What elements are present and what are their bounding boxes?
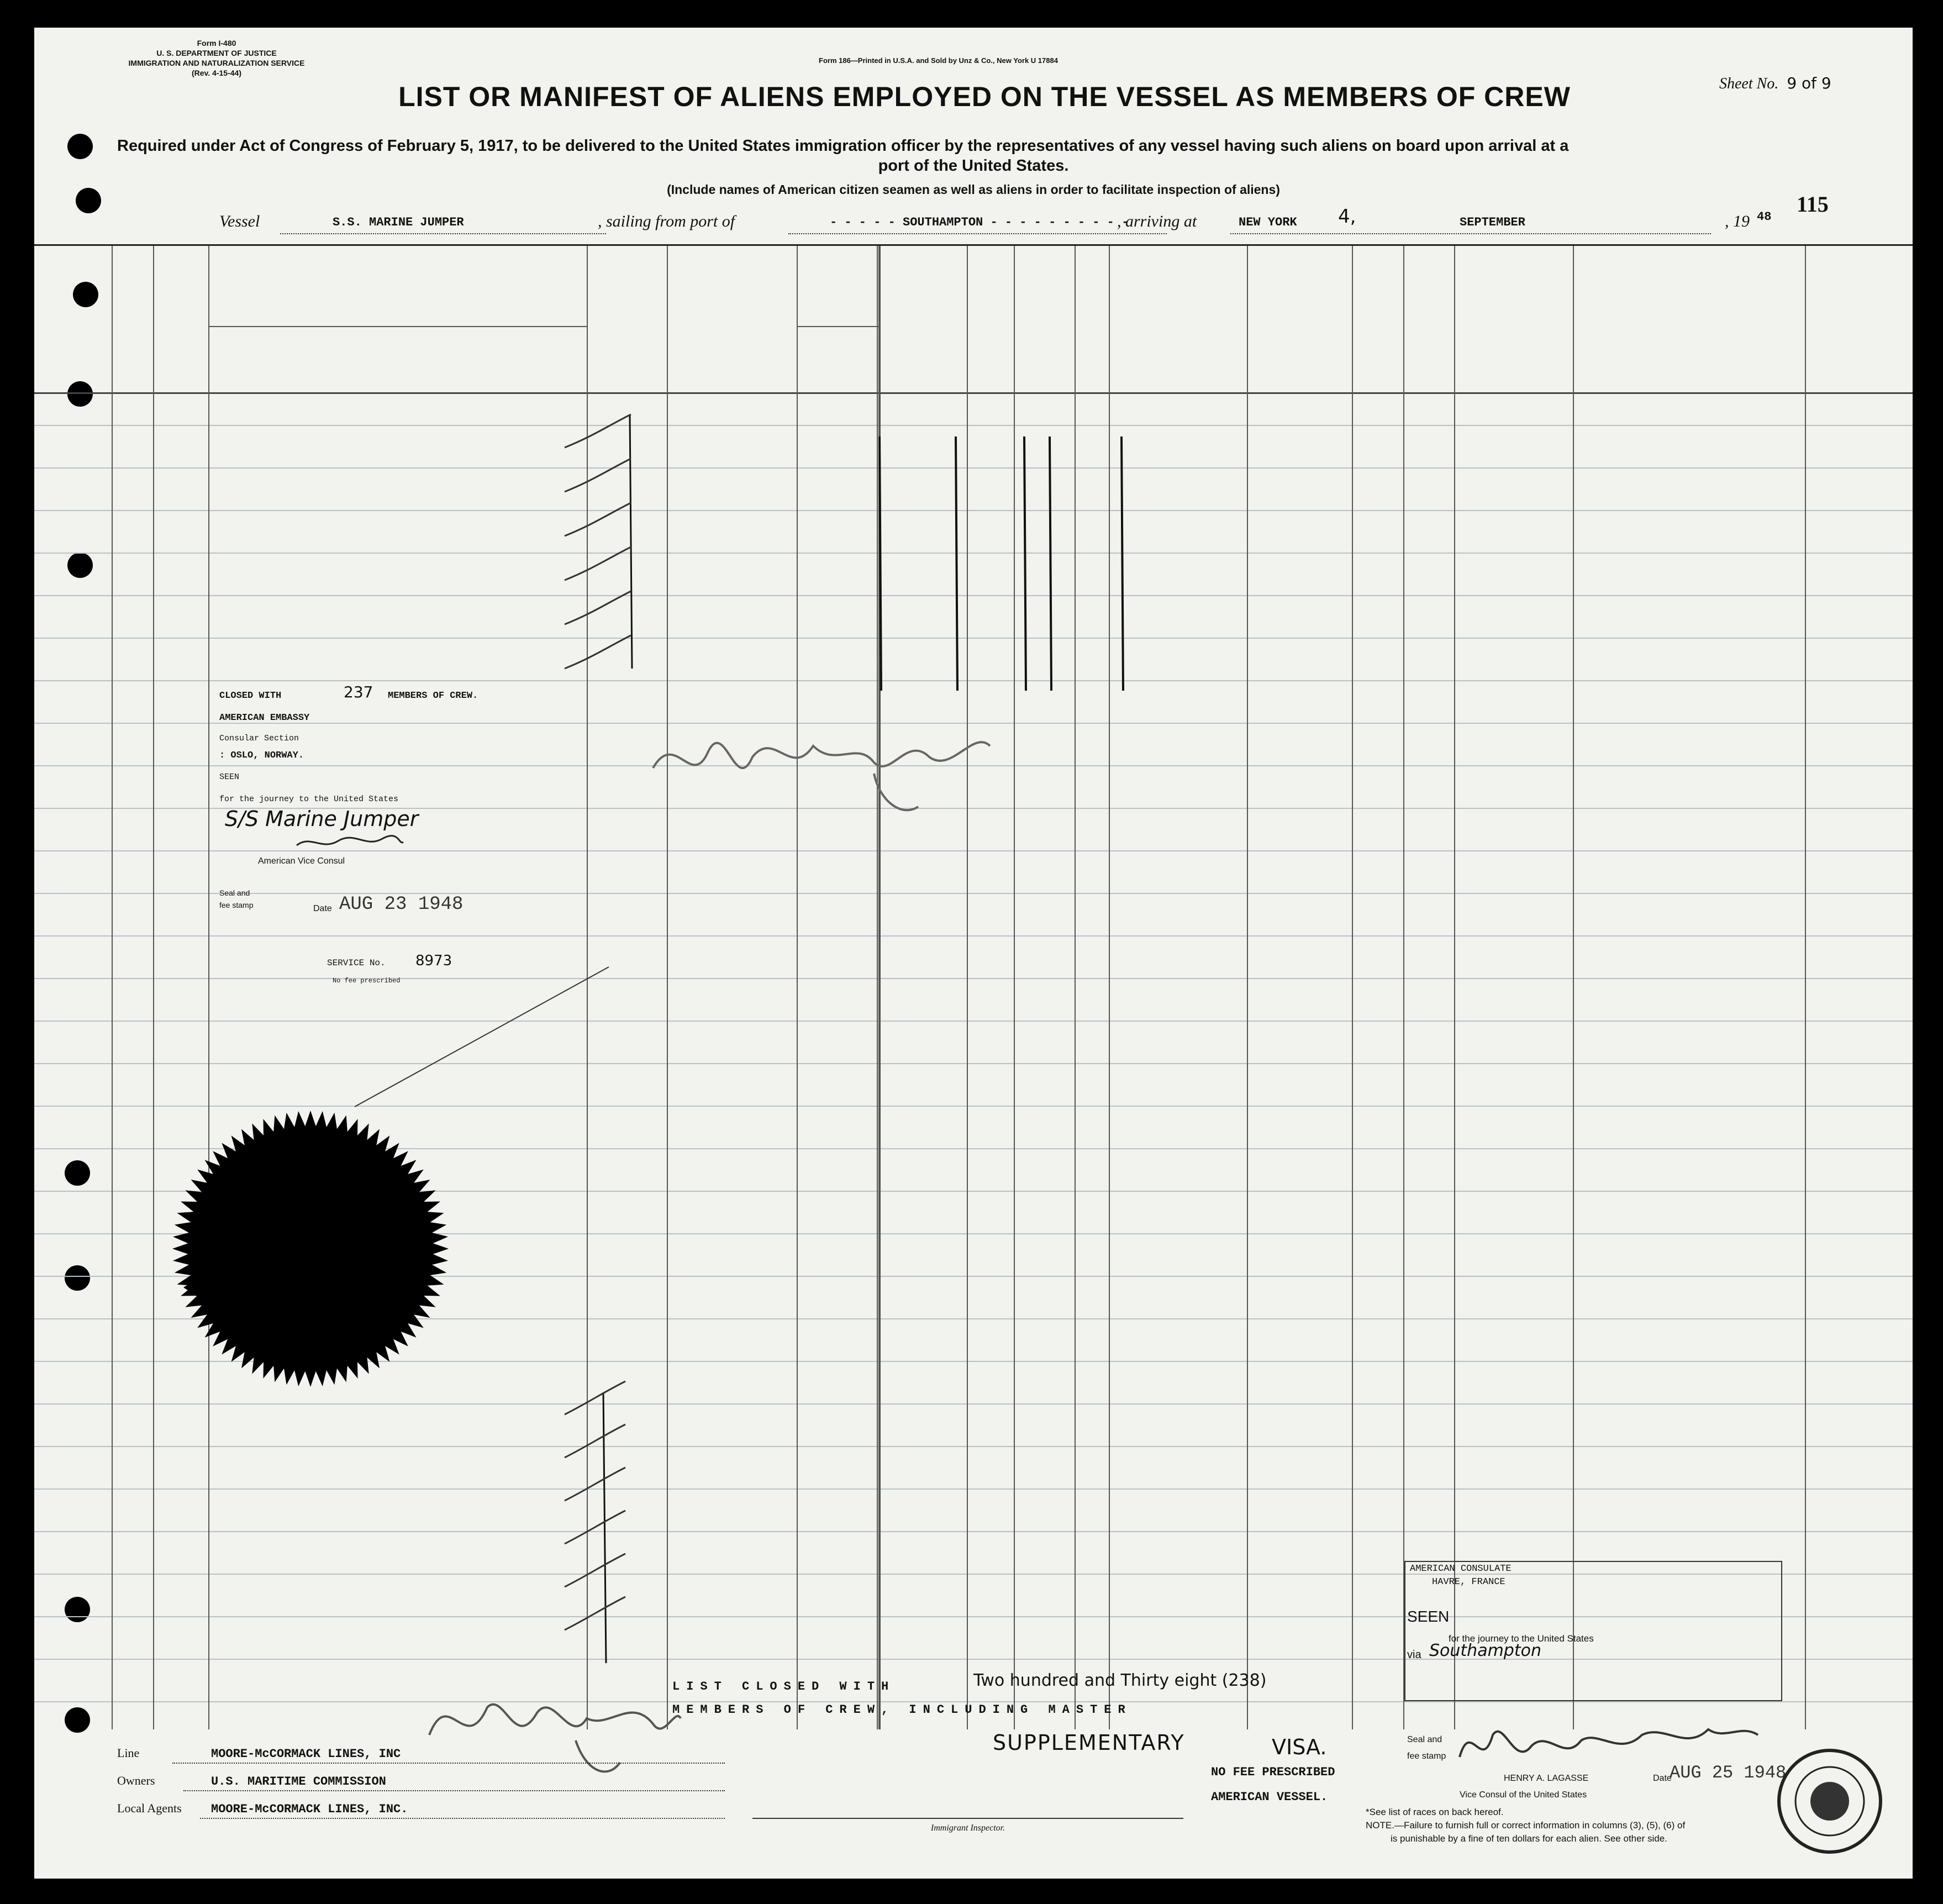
oslo-stamp-embassy: AMERICAN EMBASSY [219, 713, 310, 723]
inspector-underline [752, 1818, 1183, 1819]
page-title: LIST OR MANIFEST OF ALIENS EMPLOYED ON THE VESSEL AS MEMBERS OF CREW [398, 81, 1571, 112]
list-closed-text: LIST CLOSED WITH [672, 1680, 896, 1693]
oslo-stamp-date: AUG 23 1948 [339, 894, 464, 915]
required-line-2: port of the United States. [878, 157, 1069, 175]
havre-stamp-date: AUG 25 1948 [1670, 1763, 1787, 1783]
havre-stamp-consul-name: HENRY A. LAGASSE [1504, 1774, 1589, 1783]
oslo-stamp-service-number: 8973 [415, 953, 452, 969]
manifest-sheet [34, 28, 1913, 1879]
owners-label: Owners [117, 1774, 155, 1787]
oslo-stamp-vice-consul: American Vice Consul [258, 856, 345, 866]
immigrant-inspector-label: Immigrant Inspector. [930, 1823, 1005, 1833]
line-underline [172, 1763, 725, 1764]
havre-stamp-title: Vice Consul of the United States [1460, 1790, 1587, 1800]
havre-stamp-journey: for the journey to the United States [1449, 1633, 1594, 1644]
oslo-stamp-city: : OSLO, NORWAY. [219, 750, 304, 761]
supplementary-visa-label: SUPPLEMENTARY [993, 1731, 1185, 1755]
required-line-1: Required under Act of Congress of February 5, 1917, to be delivered to the United States immigration officer by the representatives of any vessel having such aliens on board upon arrival at a [117, 137, 1569, 155]
members-including-master: MEMBERS OF CREW, INCLUDING MASTER [672, 1703, 1132, 1717]
signature-inspector-1 [642, 707, 996, 829]
form-number: Form I-480 [197, 39, 236, 48]
round-seal-icon [1774, 1746, 1885, 1856]
oslo-stamp-journey: for the journey to the United States [219, 795, 399, 804]
sheet-value: 9 of 9 [1787, 74, 1831, 92]
signature-inspector-2 [421, 1674, 686, 1785]
havre-stamp-date-label: Date [1653, 1774, 1672, 1783]
agents-underline [200, 1818, 725, 1819]
year-suffix: 48 [1757, 210, 1772, 224]
failure-note-1: NOTE.—Failure to furnish full or correct information in columns (3), (5), (6) of [1366, 1820, 1686, 1831]
printer-line: Form 186—Printed in U.S.A. and Sold by Unz & Co., New York U 17884 [819, 56, 1058, 65]
owners-value: U.S. MARITIME COMMISSION [211, 1775, 386, 1789]
vessel-name: S.S. MARINE JUMPER [333, 215, 464, 229]
oslo-stamp-closed: CLOSED WITH [219, 691, 282, 701]
havre-stamp-vessel: Southampton [1429, 1641, 1541, 1660]
department: U. S. DEPARTMENT OF JUSTICE [156, 49, 277, 57]
sailing-label: , sailing from port of [598, 212, 735, 230]
line-value: MOORE-McCORMACK LINES, INC [211, 1747, 401, 1761]
failure-note-2: is punishable by a fine of ten dollars for each alien. See other side. [1391, 1833, 1667, 1844]
arriving-label: , arriving at [1117, 212, 1197, 230]
havre-stamp-fee: fee stamp [1407, 1752, 1446, 1761]
service: IMMIGRATION AND NATURALIZATION SERVICE [128, 59, 305, 67]
havre-stamp-city: HAVRE, FRANCE [1432, 1577, 1505, 1587]
oslo-stamp-prescribed: No fee prescribed [333, 977, 401, 985]
list-closed-count: Two hundred and Thirty eight (238) [973, 1671, 1267, 1690]
page-stamp-number: 115 [1797, 192, 1829, 217]
include-note: (Include names of American citizen seamen as well as aliens in order to facilitate inspection of aliens) [667, 182, 1280, 197]
havre-stamp-consulate: AMERICAN CONSULATE [1410, 1564, 1512, 1574]
oslo-stamp-date-label: Date [313, 904, 332, 913]
oslo-stamp-service-label: SERVICE No. [327, 958, 386, 968]
no-fee-line: NO FEE PRESCRIBED [1211, 1765, 1335, 1779]
race-note: *See list of races on back hereof. [1366, 1807, 1504, 1817]
revision: (Rev. 4-15-44) [191, 69, 241, 77]
havre-stamp-via: via [1407, 1649, 1421, 1661]
arrival-port: NEW YORK [1239, 215, 1297, 229]
sheet-label: Sheet No. [1719, 75, 1779, 92]
arrival-day: 4, [1338, 206, 1356, 228]
visa-label: VISA. [1272, 1735, 1327, 1759]
havre-stamp-seal: Seal and [1407, 1735, 1442, 1744]
line-label: Line [117, 1746, 140, 1760]
oslo-stamp-seen: SEEN [219, 772, 240, 782]
agents-value: MOORE-McCORMACK LINES, INC. [211, 1802, 408, 1816]
seal-icon [161, 1094, 454, 1403]
sailing-port: - - - - - SOUTHAMPTON - - - - - - - - - - [830, 215, 1129, 229]
arrival-month: SEPTEMBER [1460, 215, 1525, 229]
oslo-stamp-fee: fee stamp [219, 901, 254, 909]
owners-underline [183, 1790, 725, 1791]
oslo-stamp-seal: Seal and [219, 888, 250, 897]
oslo-stamp-section: Consular Section [219, 734, 299, 743]
american-vessel-line: AMERICAN VESSEL. [1211, 1790, 1328, 1804]
year-prefix: , 19 [1725, 212, 1750, 230]
agents-label: Local Agents [117, 1801, 182, 1815]
oslo-stamp-count: 237 [344, 683, 373, 701]
vessel-label: Vessel [219, 212, 260, 230]
oslo-stamp-members: MEMBERS OF CREW. [388, 691, 478, 701]
oslo-stamp-vessel: S/S Marine Jumper [225, 807, 419, 831]
havre-stamp-seen: SEEN [1407, 1608, 1450, 1625]
